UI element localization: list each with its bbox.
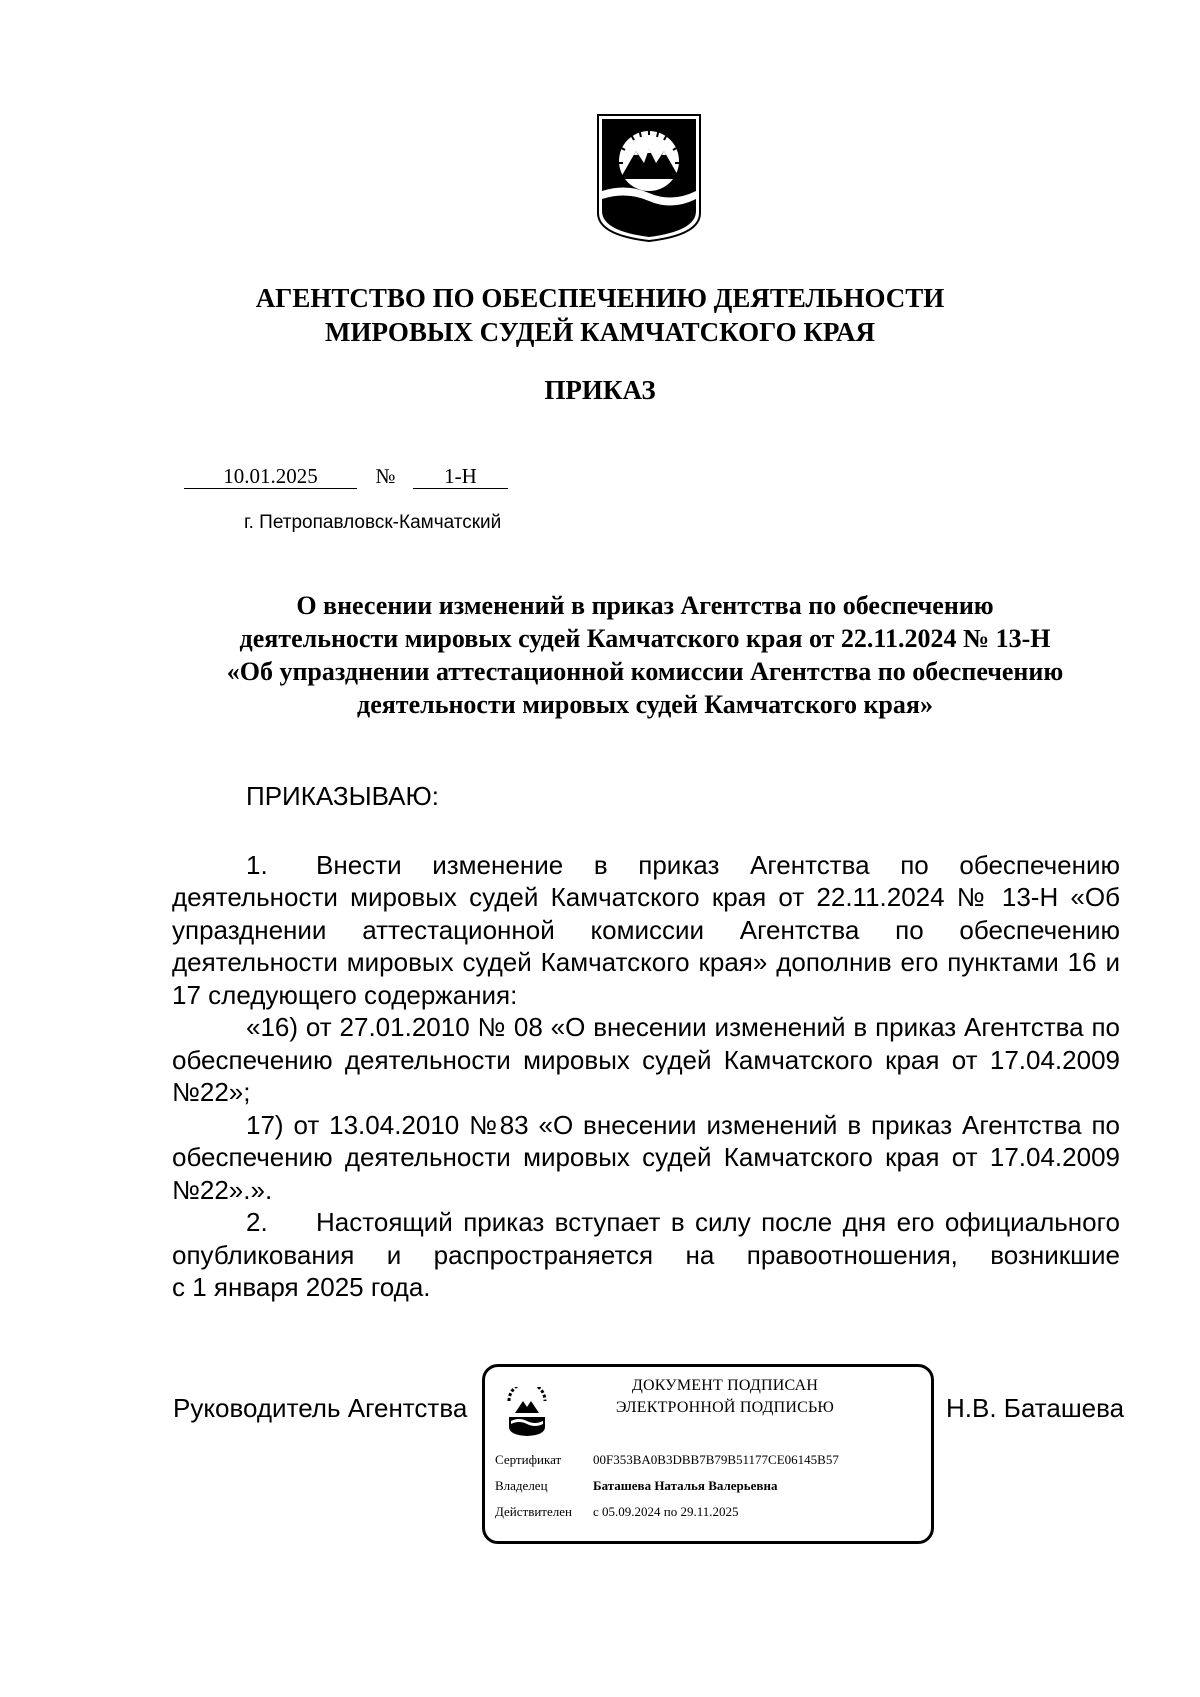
order-word: ПРИКАЗЫВАЮ: — [246, 781, 439, 811]
stamp-cert-value: 00F353BA0B3DBB7B79B51177CE06145B57 — [593, 1452, 839, 1467]
signatory-title: Руководитель Агентства — [173, 1393, 468, 1423]
stamp-owner-row — [495, 1476, 777, 1496]
stamp-heading: ЭЛЕКТРОННОЙ ПОДПИСЬЮ — [615, 1399, 835, 1416]
electronic-signature-stamp — [482, 1364, 934, 1544]
body-line: «16) от 27.01.2010 № 08 «О внесении изменений в приказ Агентства по — [246, 1012, 1120, 1042]
stamp-owner-value: Баташева Наталья Валерьевна — [593, 1478, 778, 1493]
document-title-line: деятельности мировых судей Камчатского края от 22.11.2024 № 13-Н — [239, 624, 1051, 653]
stamp-owner-label: Владелец — [495, 1478, 548, 1493]
agency-name-line1: АГЕНТСТВО ПО ОБЕСПЕЧЕНИЮ ДЕЯТЕЛЬНОСТИ — [255, 283, 945, 313]
stamp-certificate-row — [495, 1450, 839, 1470]
body-line: деятельности мировых судей Камчатского края» дополнив его пунктами 16 и — [172, 947, 1120, 977]
document-title-line: «Об упразднении аттестационной комиссии Агентства по обеспечению — [226, 657, 1064, 686]
agency-name-line2: МИРОВЫХ СУДЕЙ КАМЧАТСКОГО КРАЯ — [325, 317, 875, 347]
city: г. Петропавловск-Камчатский — [244, 512, 502, 533]
body-line: обеспечению деятельности мировых судей Камчатского края от 17.04.2009 — [172, 1142, 1120, 1172]
stamp-emblem-icon — [507, 1387, 547, 1437]
document-date: 10.01.2025 — [184, 464, 357, 489]
body-line: 17) от 13.04.2010 №83 «О внесении изменений в приказ Агентства по — [246, 1110, 1120, 1140]
body-line: Внести изменение в приказ Агентства по обеспечению — [316, 850, 1120, 880]
body-line: деятельности мировых судей Камчатского края от 22.11.2024 № 13-Н «Об — [172, 882, 1120, 912]
document-title-line: деятельности мировых судей Камчатского края» — [357, 690, 933, 719]
coat-of-arms-emblem — [596, 113, 702, 243]
number-sign: № — [375, 464, 396, 488]
stamp-validity-row — [495, 1502, 739, 1522]
stamp-cert-label: Сертификат — [495, 1452, 562, 1467]
body-line: с 1 января 2025 года. — [172, 1272, 431, 1302]
stamp-valid-label: Действителен — [495, 1504, 572, 1519]
item-number: 2. — [246, 1207, 268, 1237]
item-number: 1. — [246, 850, 268, 880]
body-line: обеспечению деятельности мировых судей Камчатского края от 17.04.2009 — [172, 1045, 1120, 1075]
body-line: №22».». — [172, 1175, 273, 1205]
body-line: Настоящий приказ вступает в силу после дня его официального — [316, 1207, 1120, 1237]
signatory-name: Н.В. Баташева — [946, 1393, 1125, 1423]
stamp-heading: ДОКУМЕНТ ПОДПИСАН — [631, 1377, 819, 1394]
body-line: 17 следующего содержания: — [172, 980, 518, 1010]
document-title-line: О внесении изменений в приказ Агентства по обеспечению — [296, 591, 994, 620]
document-number: 1-Н — [413, 464, 508, 489]
stamp-valid-value: с 05.09.2024 по 29.11.2025 — [593, 1504, 739, 1519]
document-type: ПРИКАЗ — [544, 375, 656, 405]
body-line: упразднении аттестационной комиссии Агентства по обеспечению — [172, 915, 1120, 945]
body-line: №22»; — [172, 1077, 251, 1107]
body-line: опубликования и распространяется на правоотношения, возникшие — [172, 1240, 1120, 1270]
